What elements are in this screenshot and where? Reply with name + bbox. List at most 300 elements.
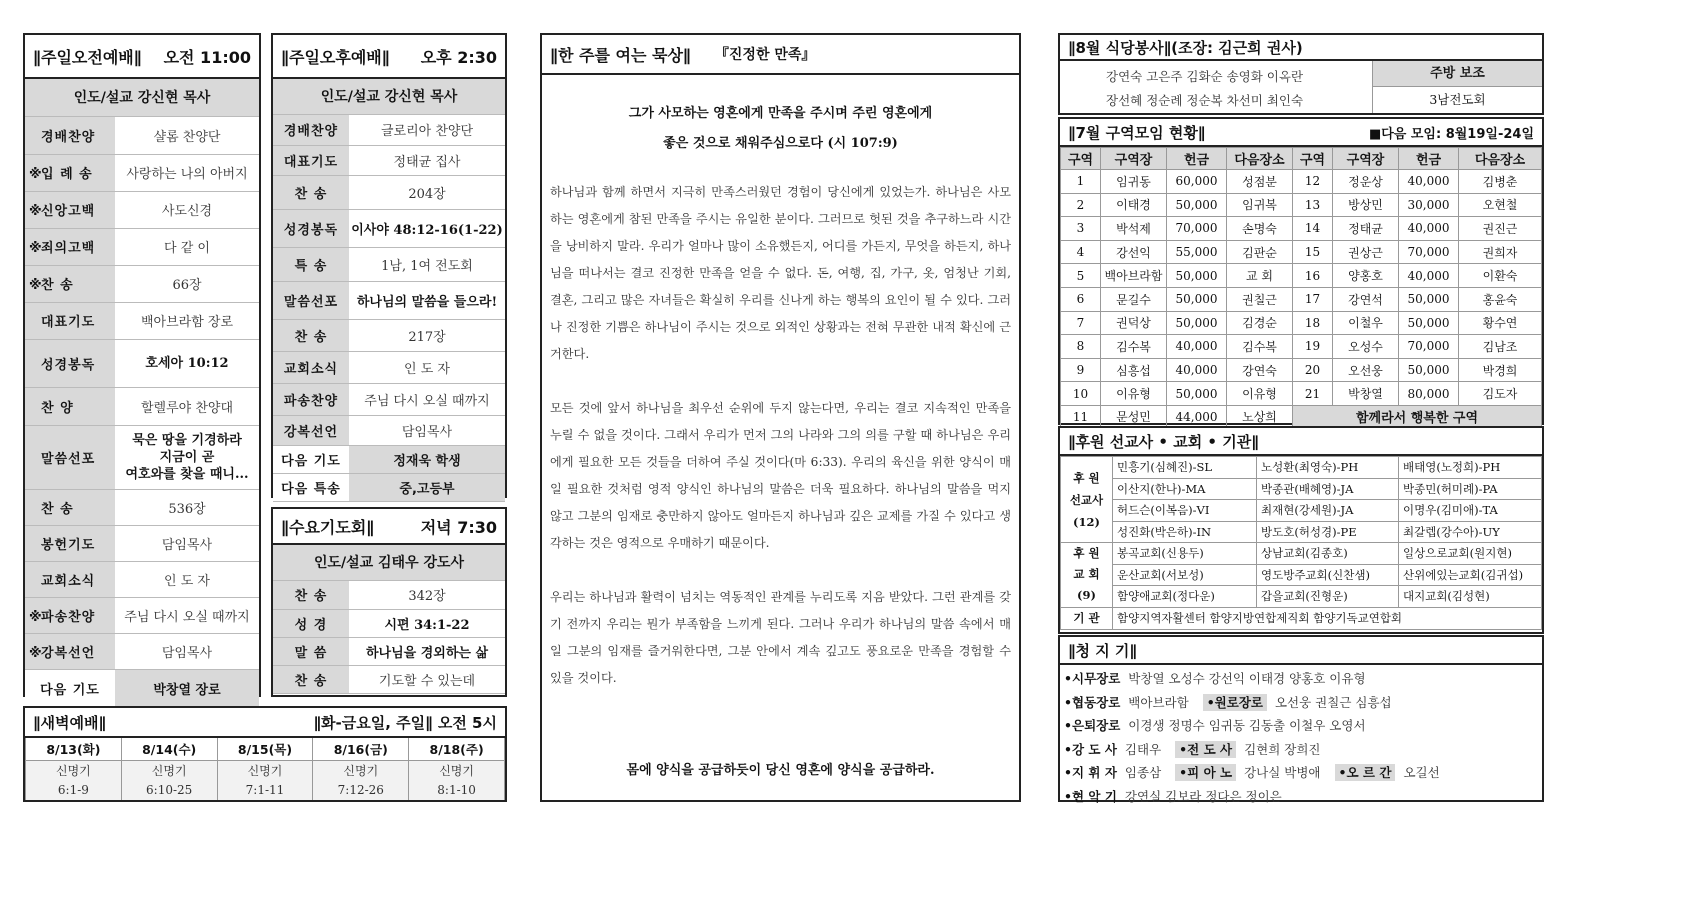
am-order-row (25, 191, 259, 228)
organization-row (1061, 607, 1542, 629)
am-order-label-text: 대표기도 (41, 315, 96, 330)
wednesday-order-value: 하나님을 경외하는 삶 (349, 637, 505, 665)
am-order-row (25, 228, 259, 265)
wednesday-leader: 인도/설교 김태우 강도사 (273, 545, 505, 581)
dawn-reference: 8:1-10 (409, 780, 505, 800)
district-cell: 박석제 (1101, 217, 1167, 241)
pm-next2-value: 중,고등부 (349, 473, 505, 501)
pm-service-header (273, 35, 505, 79)
officer-names: 김태우 (1124, 741, 1162, 757)
dawn-reference: 7:12-26 (313, 780, 409, 800)
pm-order-row (273, 247, 505, 281)
district-cell: 4 (1061, 240, 1101, 264)
am-order-label (25, 425, 115, 489)
district-cell: 11 (1061, 405, 1101, 428)
wednesday-service-panel (271, 507, 507, 697)
am-leader: 인도/설교 강신현 목사 (25, 79, 259, 117)
district-cell: 40,000 (1399, 170, 1459, 194)
dawn-reference: 6:10-25 (121, 780, 217, 800)
district-cell: 50,000 (1399, 358, 1459, 382)
missionary-cell: 민흥기(심혜진)-SL (1113, 457, 1257, 479)
am-order-label (25, 387, 115, 425)
officer-role-label: •지 휘 자 (1064, 765, 1117, 780)
am-order-label (25, 302, 115, 339)
district-cell: 18 (1293, 311, 1333, 335)
am-order-row (25, 425, 259, 489)
district-cell: 방상민 (1333, 193, 1399, 217)
pm-order-value: 주님 다시 오실 때까지 (349, 383, 505, 415)
church-cell: 대지교회(김성현) (1399, 586, 1542, 608)
am-order-label-text: 죄의고백 (41, 241, 96, 256)
district-cell: 이환숙 (1459, 264, 1542, 288)
pm-order-row (273, 145, 505, 175)
officer-line (1064, 691, 1538, 715)
cafeteria-helper-value: 3남전도회 (1429, 92, 1486, 107)
district-column-header: 다음장소 (1227, 148, 1293, 170)
district-column-header: 다음장소 (1459, 148, 1542, 170)
officer-role-label: •원로장로 (1203, 694, 1267, 711)
officer-role-label: •시무장로 (1064, 671, 1121, 686)
pm-next1-value: 정재욱 학생 (349, 445, 505, 473)
wednesday-order-row (273, 581, 505, 609)
dawn-service-header (25, 708, 505, 738)
pm-service-panel (271, 33, 507, 498)
dawn-book: 신명기 (313, 760, 409, 780)
am-order-row (25, 154, 259, 191)
officer-role-label: •은퇴장로 (1064, 718, 1121, 733)
officer-line (1064, 738, 1538, 762)
am-order-label-text: 입 례 송 (41, 167, 93, 182)
am-order-label-text: 찬 송 (41, 278, 74, 293)
missionary-cell: 박종관(배혜영)-JA (1257, 478, 1399, 500)
church-row (1061, 564, 1542, 586)
am-order-label-text: 파송찬양 (41, 609, 96, 625)
dawn-book: 신명기 (217, 760, 313, 780)
am-order-label (25, 191, 115, 228)
pm-order-value: 이사야 48:12-16(1-22) (349, 209, 505, 247)
pm-order-row (273, 415, 505, 445)
pm-order-label: 말씀선포 (273, 281, 349, 319)
officer-names: 강나실 박병애 (1244, 765, 1321, 780)
district-row (1061, 358, 1542, 382)
district-cell: 정태균 (1333, 217, 1399, 241)
pm-order-label: 찬 송 (273, 175, 349, 209)
am-order-row (25, 633, 259, 669)
church-group-label: 후 원 교 회 (9) (1061, 543, 1113, 608)
district-cell: 50,000 (1167, 382, 1227, 406)
church-cell: 상남교회(김종호) (1257, 543, 1399, 565)
district-cell: 60,000 (1167, 170, 1227, 194)
pm-order-row (273, 115, 505, 145)
district-cell: 40,000 (1167, 358, 1227, 382)
wednesday-order-label: 찬 송 (273, 581, 349, 609)
am-order-row (25, 525, 259, 561)
district-column-header: 구역장 (1333, 148, 1399, 170)
am-order-row (25, 339, 259, 387)
am-order-value: 담임목사 (115, 633, 259, 669)
am-order-value: 사도신경 (115, 191, 259, 228)
am-order-label-text: 찬 양 (41, 400, 74, 416)
am-order-label-text: 성경봉독 (41, 357, 96, 373)
pm-order-label: 찬 송 (273, 319, 349, 351)
am-order-value: 66장 (115, 265, 259, 302)
dawn-book: 신명기 (121, 760, 217, 780)
district-row (1061, 311, 1542, 335)
missionary-cell: 이산지(한나)-MA (1113, 478, 1257, 500)
meditation-paragraph: 하나님과 함께 하면서 지극히 만족스러웠던 경험이 당신에게 있었는가. 하나님은 사모하는 영혼에게 참된 만족을 주시는 유일한 분이다. 그러므로 헛된 것을 추구하느라 시간을 낭비하지 말라. 우리가 얼마나 많이 소유했든지, 어디를 가든지, 무엇을 하든지, 하나님을 떠나서는 결코 진정한 만족을 얻을 수 없다. 돈, 여행, 집, 가구, 옷, 엄청난 기회, 결혼, 그리고 많은 자녀들은 확실히 우리를 신나게 하는 행복의 요인이 될 수 있다. 그러나 진정한 기쁨은 하나님이 주시는 것으로 외적인 상황과는 전혀 무관한 내적 확신에 근거한다. (550, 185, 1011, 361)
district-cell: 50,000 (1167, 287, 1227, 311)
church-cell: 영도방주교회(신찬샘) (1257, 564, 1399, 586)
district-row (1061, 193, 1542, 217)
meditation-body (542, 179, 1019, 692)
am-order-row (25, 117, 259, 154)
wednesday-order-label: 성 경 (273, 609, 349, 637)
district-cell: 박경희 (1459, 358, 1542, 382)
district-panel (1058, 117, 1544, 425)
dawn-reference: 6:1-9 (26, 780, 122, 800)
district-cell: 문성민 (1101, 405, 1167, 428)
district-cell: 성점분 (1227, 170, 1293, 194)
district-cell: 권칠근 (1227, 287, 1293, 311)
standing-mark-icon: ※ (29, 167, 43, 182)
standing-mark-icon: ※ (29, 204, 43, 219)
missionary-row (1061, 457, 1542, 479)
district-cell: 5 (1061, 264, 1101, 288)
district-column-header: 구역 (1061, 148, 1101, 170)
pm-leader: 인도/설교 강신현 목사 (273, 79, 505, 115)
officers-list (1060, 665, 1542, 810)
dawn-book: 신명기 (409, 760, 505, 780)
missionary-cell: 최갈렙(강수아)-UY (1399, 521, 1542, 543)
district-cell: 양홍호 (1333, 264, 1399, 288)
dawn-service-panel (23, 706, 507, 802)
officer-line (1064, 785, 1538, 809)
district-cell: 3 (1061, 217, 1101, 241)
missionary-cell: 성진화(박은하)-IN (1113, 521, 1257, 543)
am-order-row (25, 265, 259, 302)
am-order-label (25, 489, 115, 525)
am-order-label-text: 교회소식 (41, 573, 96, 589)
wednesday-order-value: 시편 34:1-22 (349, 609, 505, 637)
wednesday-order-table (273, 581, 505, 694)
district-cell: 55,000 (1167, 240, 1227, 264)
district-cell: 교 회 (1227, 264, 1293, 288)
district-cell: 이태경 (1101, 193, 1167, 217)
district-row (1061, 170, 1542, 194)
wednesday-order-value: 기도할 수 있는데 (349, 665, 505, 693)
am-order-value: 다 같 이 (115, 228, 259, 265)
district-cell: 김경순 (1227, 311, 1293, 335)
dawn-date: 8/15(목) (217, 738, 313, 760)
meditation-subtitle: 『진정한 만족』 (714, 47, 816, 63)
church-row (1061, 586, 1542, 608)
am-order-label-text: 신앙고백 (41, 204, 96, 219)
district-column-header: 구역장 (1101, 148, 1167, 170)
district-cell: 권희자 (1459, 240, 1542, 264)
church-cell: 산위에있는교회(김귀섭) (1399, 564, 1542, 586)
am-order-label (25, 339, 115, 387)
am-order-label-text: 경배찬양 (41, 129, 96, 145)
pm-order-value: 정태균 집사 (349, 145, 505, 175)
am-order-row (25, 302, 259, 339)
missionary-row (1061, 500, 1542, 522)
officer-names: 이경생 정명수 임귀동 김동출 이철우 오영서 (1128, 718, 1366, 733)
am-order-label-text: 찬 송 (41, 501, 74, 517)
officer-role-label: •피 아 노 (1175, 764, 1236, 781)
district-cell: 80,000 (1399, 382, 1459, 406)
am-order-value: 샬롬 찬양단 (115, 117, 259, 154)
cafeteria-helper-label: 주방 보조 (1373, 61, 1542, 87)
district-cell: 강연석 (1333, 287, 1399, 311)
district-cell: 심흥섭 (1101, 358, 1167, 382)
missionary-cell: 박종민(허미례)-PA (1399, 478, 1542, 500)
am-order-value: 주님 다시 오실 때까지 (115, 597, 259, 633)
district-cell: 70,000 (1167, 217, 1227, 241)
organization-label: 기 관 (1061, 607, 1113, 629)
pm-order-label: 파송찬양 (273, 383, 349, 415)
district-cell: 8 (1061, 335, 1101, 359)
dawn-service-title: ∥새벽예배∥ (33, 713, 106, 732)
pm-order-value: 217장 (349, 319, 505, 351)
church-row (1061, 543, 1542, 565)
district-cell: 손명숙 (1227, 217, 1293, 241)
district-cell: 50,000 (1399, 287, 1459, 311)
am-order-table (25, 117, 259, 670)
am-order-label (25, 561, 115, 597)
meditation-header (542, 35, 1019, 75)
district-cell: 권진근 (1459, 217, 1542, 241)
standing-mark-icon: ※ (29, 278, 43, 293)
district-cell: 강연숙 (1227, 358, 1293, 382)
pm-order-row (273, 351, 505, 383)
district-cell: 이유형 (1227, 382, 1293, 406)
district-row (1061, 264, 1542, 288)
district-cell: 20 (1293, 358, 1333, 382)
am-order-label-text: 말씀선포 (41, 451, 96, 467)
district-cell: 14 (1293, 217, 1333, 241)
standing-mark-icon: ※ (29, 609, 43, 625)
district-cell: 홍윤숙 (1459, 287, 1542, 311)
district-row (1061, 217, 1542, 241)
wednesday-order-value: 342장 (349, 581, 505, 609)
am-order-label (25, 633, 115, 669)
pm-order-value: 인 도 자 (349, 351, 505, 383)
officer-role-label: •현 악 기 (1064, 788, 1117, 804)
am-order-value: 담임목사 (115, 525, 259, 561)
pm-order-value: 하나님의 말씀을 들으라! (349, 281, 505, 319)
district-cell: 6 (1061, 287, 1101, 311)
district-cell: 김병춘 (1459, 170, 1542, 194)
meditation-panel (540, 33, 1021, 802)
district-motto: 함께라서 행복한 구역 (1293, 405, 1542, 428)
district-row (1061, 382, 1542, 406)
am-order-value: 호세아 10:12 (115, 339, 259, 387)
am-order-row (25, 561, 259, 597)
am-order-row (25, 489, 259, 525)
district-cell: 권상근 (1333, 240, 1399, 264)
dawn-date: 8/14(수) (121, 738, 217, 760)
pm-next2-label: 다음 특송 (273, 473, 349, 501)
district-cell: 오선웅 (1333, 358, 1399, 382)
pm-order-row (273, 281, 505, 319)
am-next-label: 다음 기도 (25, 670, 115, 708)
missionary-cell: 허드슨(이복음)-VI (1113, 500, 1257, 522)
am-order-label (25, 525, 115, 561)
pm-service-time: 오후 2:30 (420, 47, 497, 67)
missionary-cell: 배태영(노정희)-PH (1399, 457, 1542, 479)
district-cell: 노상희 (1227, 405, 1293, 428)
district-cell: 임귀복 (1227, 193, 1293, 217)
district-cell: 권덕상 (1101, 311, 1167, 335)
am-order-label (25, 228, 115, 265)
am-order-label (25, 265, 115, 302)
district-cell: 김남조 (1459, 335, 1542, 359)
wednesday-order-row (273, 637, 505, 665)
wednesday-order-label: 찬 송 (273, 665, 349, 693)
district-cell: 황수연 (1459, 311, 1542, 335)
wednesday-service-time: 저녁 7:30 (420, 517, 497, 537)
pm-order-row (273, 383, 505, 415)
am-order-value: 536장 (115, 489, 259, 525)
district-cell: 15 (1293, 240, 1333, 264)
officer-line (1064, 667, 1538, 691)
pm-order-label: 대표기도 (273, 145, 349, 175)
officer-role-label: •오 르 간 (1335, 764, 1396, 781)
missionary-row (1061, 478, 1542, 500)
district-cell: 정운상 (1333, 170, 1399, 194)
am-service-title: ∥주일오전예배∥ (33, 47, 142, 67)
officer-role-label: •협동장로 (1064, 694, 1121, 710)
church-cell: 봉곡교회(신용두) (1113, 543, 1257, 565)
officer-role-label: •강 도 사 (1064, 741, 1117, 757)
district-cell: 오성수 (1333, 335, 1399, 359)
dawn-reference: 7:1-11 (217, 780, 313, 800)
officers-panel (1058, 635, 1544, 802)
district-cell: 김도자 (1459, 382, 1542, 406)
officer-names: 임종삼 (1124, 765, 1162, 780)
am-next-value: 박창열 장로 (115, 670, 259, 708)
meditation-paragraph: 우리는 하나님과 활력이 넘치는 역동적인 관계를 누리도록 지음 받았다. 그런 관계를 갖기 전까지 우리는 뭔가 부족함을 느끼게 된다. 그러나 우리가 하나님의 말씀 속에서 매일 그분의 임재를 즐거워한다면, 그분 안에서 계속 깊고도 풍요로운 만족을 경험할 수 있을 것이다. (550, 590, 1011, 685)
district-cell: 17 (1293, 287, 1333, 311)
am-order-value: 할렐루야 찬양대 (115, 387, 259, 425)
meditation-paragraph: 모든 것에 앞서 하나님을 최우선 순위에 두지 않는다면, 우리는 결코 지속적인 만족을 누릴 수 없을 것이다. 그래서 우리가 먼저 그의 나라와 그의 의를 구할 때 하나님은 우리에게 필요한 모든 것들을 더하여 주실 것이다(마 6:33). 우리의 육신을 위한 양식이 매일 필요한 것처럼 영적 양식인 하나님의 말씀은 더욱 필요하다. 하나님의 말씀을 먹지 않고 그분의 임재로 충만하지 않아도 얼마든지 하나님과 깊은 교제를 가질 수 있다고 생각하는 것은 영적으로 우매하기 때문이다. (550, 401, 1011, 550)
wednesday-service-title: ∥수요기도회∥ (281, 517, 375, 537)
am-order-row (25, 387, 259, 425)
officer-names: 강연실 김보라 정다은 정이은 (1124, 788, 1282, 804)
district-cell: 50,000 (1167, 311, 1227, 335)
district-cell: 40,000 (1399, 264, 1459, 288)
district-cell: 1 (1061, 170, 1101, 194)
district-cell: 50,000 (1167, 264, 1227, 288)
district-table (1060, 147, 1542, 429)
district-row (1061, 240, 1542, 264)
wednesday-service-header (273, 509, 505, 545)
district-cell: 13 (1293, 193, 1333, 217)
district-column-header: 구역 (1293, 148, 1333, 170)
district-cell: 50,000 (1399, 311, 1459, 335)
district-cell: 40,000 (1399, 217, 1459, 241)
district-row (1061, 287, 1542, 311)
pm-order-row (273, 175, 505, 209)
cafeteria-volunteers-line: 장선혜 정순례 정순복 차선미 최인숙 (1106, 93, 1304, 108)
district-cell: 30,000 (1399, 193, 1459, 217)
pm-order-value: 1남, 1여 전도회 (349, 247, 505, 281)
missions-table (1060, 456, 1542, 630)
district-cell: 강선익 (1101, 240, 1167, 264)
cafeteria-title: ∥8월 식당봉사∥(조장: 김근희 권사) (1068, 39, 1303, 57)
district-cell: 9 (1061, 358, 1101, 382)
am-order-label-text: 봉헌기도 (41, 537, 96, 553)
officer-names: 오선웅 권칠근 심흥섭 (1274, 694, 1392, 710)
pm-order-value: 담임목사 (349, 415, 505, 445)
district-cell: 10 (1061, 382, 1101, 406)
pm-service-title: ∥주일오후예배∥ (281, 47, 390, 67)
dawn-service-days: ∥화-금요일, 주일∥ 오전 5시 (313, 713, 497, 732)
officers-title: ∥청 지 기∥ (1068, 642, 1137, 660)
district-cell: 이철우 (1333, 311, 1399, 335)
district-column-header: 헌금 (1399, 148, 1459, 170)
missionary-cell: 방도호(허성경)-PE (1257, 521, 1399, 543)
district-cell: 70,000 (1399, 240, 1459, 264)
standing-mark-icon: ※ (29, 645, 43, 661)
meditation-verse-line1: 그가 사모하는 영혼에게 만족을 주시며 주린 영혼에게 (628, 106, 933, 121)
district-cell: 오현철 (1459, 193, 1542, 217)
church-cell: 운산교회(서보성) (1113, 564, 1257, 586)
missionary-row (1061, 521, 1542, 543)
officer-names: 오길선 (1403, 765, 1440, 780)
church-cell: 함양애교회(정다운) (1113, 586, 1257, 608)
dawn-date: 8/16(금) (313, 738, 409, 760)
missionary-cell: 이명우(김미애)-TA (1399, 500, 1542, 522)
pm-order-row (273, 319, 505, 351)
missions-panel (1058, 426, 1544, 634)
dawn-schedule-table (25, 738, 505, 800)
missionary-cell: 노성환(최영숙)-PH (1257, 457, 1399, 479)
district-cell: 김수복 (1227, 335, 1293, 359)
district-column-header: 헌금 (1167, 148, 1227, 170)
pm-order-value: 204장 (349, 175, 505, 209)
district-header (1060, 119, 1542, 147)
district-cell: 2 (1061, 193, 1101, 217)
meditation-title: ∥한 주를 여는 묵상∥ (550, 45, 691, 65)
district-row (1061, 335, 1542, 359)
wednesday-order-row (273, 609, 505, 637)
missionary-cell: 최재현(강세원)-JA (1257, 500, 1399, 522)
organization-list: 함양지역자활센터 함양지방연합제직회 함양기독교연합회 (1113, 607, 1542, 629)
am-order-label-text: 강복선언 (41, 645, 96, 661)
pm-order-table (273, 115, 505, 502)
dawn-book: 신명기 (26, 760, 122, 780)
cafeteria-volunteers (1060, 61, 1372, 113)
district-next-meeting: ■다음 모임: 8월19일-24일 (1368, 126, 1534, 142)
district-cell: 70,000 (1399, 335, 1459, 359)
officers-header (1060, 637, 1542, 665)
district-cell: 7 (1061, 311, 1101, 335)
pm-order-label: 성경봉독 (273, 209, 349, 247)
district-cell: 44,000 (1167, 405, 1227, 428)
district-cell: 19 (1293, 335, 1333, 359)
am-order-value: 묵은 땅을 기경하라 지금이 곧 여호와를 찾을 때니... (115, 425, 259, 489)
am-service-header (25, 35, 259, 79)
pm-order-label: 경배찬양 (273, 115, 349, 145)
missionary-group-label: 후 원 선교사 (12) (1061, 457, 1113, 543)
church-cell: 일상으로교회(원지현) (1399, 543, 1542, 565)
district-cell: 16 (1293, 264, 1333, 288)
officer-names: 김현희 장희진 (1244, 741, 1321, 757)
pm-order-label: 특 송 (273, 247, 349, 281)
pm-order-row (273, 209, 505, 247)
wednesday-order-label: 말 씀 (273, 637, 349, 665)
